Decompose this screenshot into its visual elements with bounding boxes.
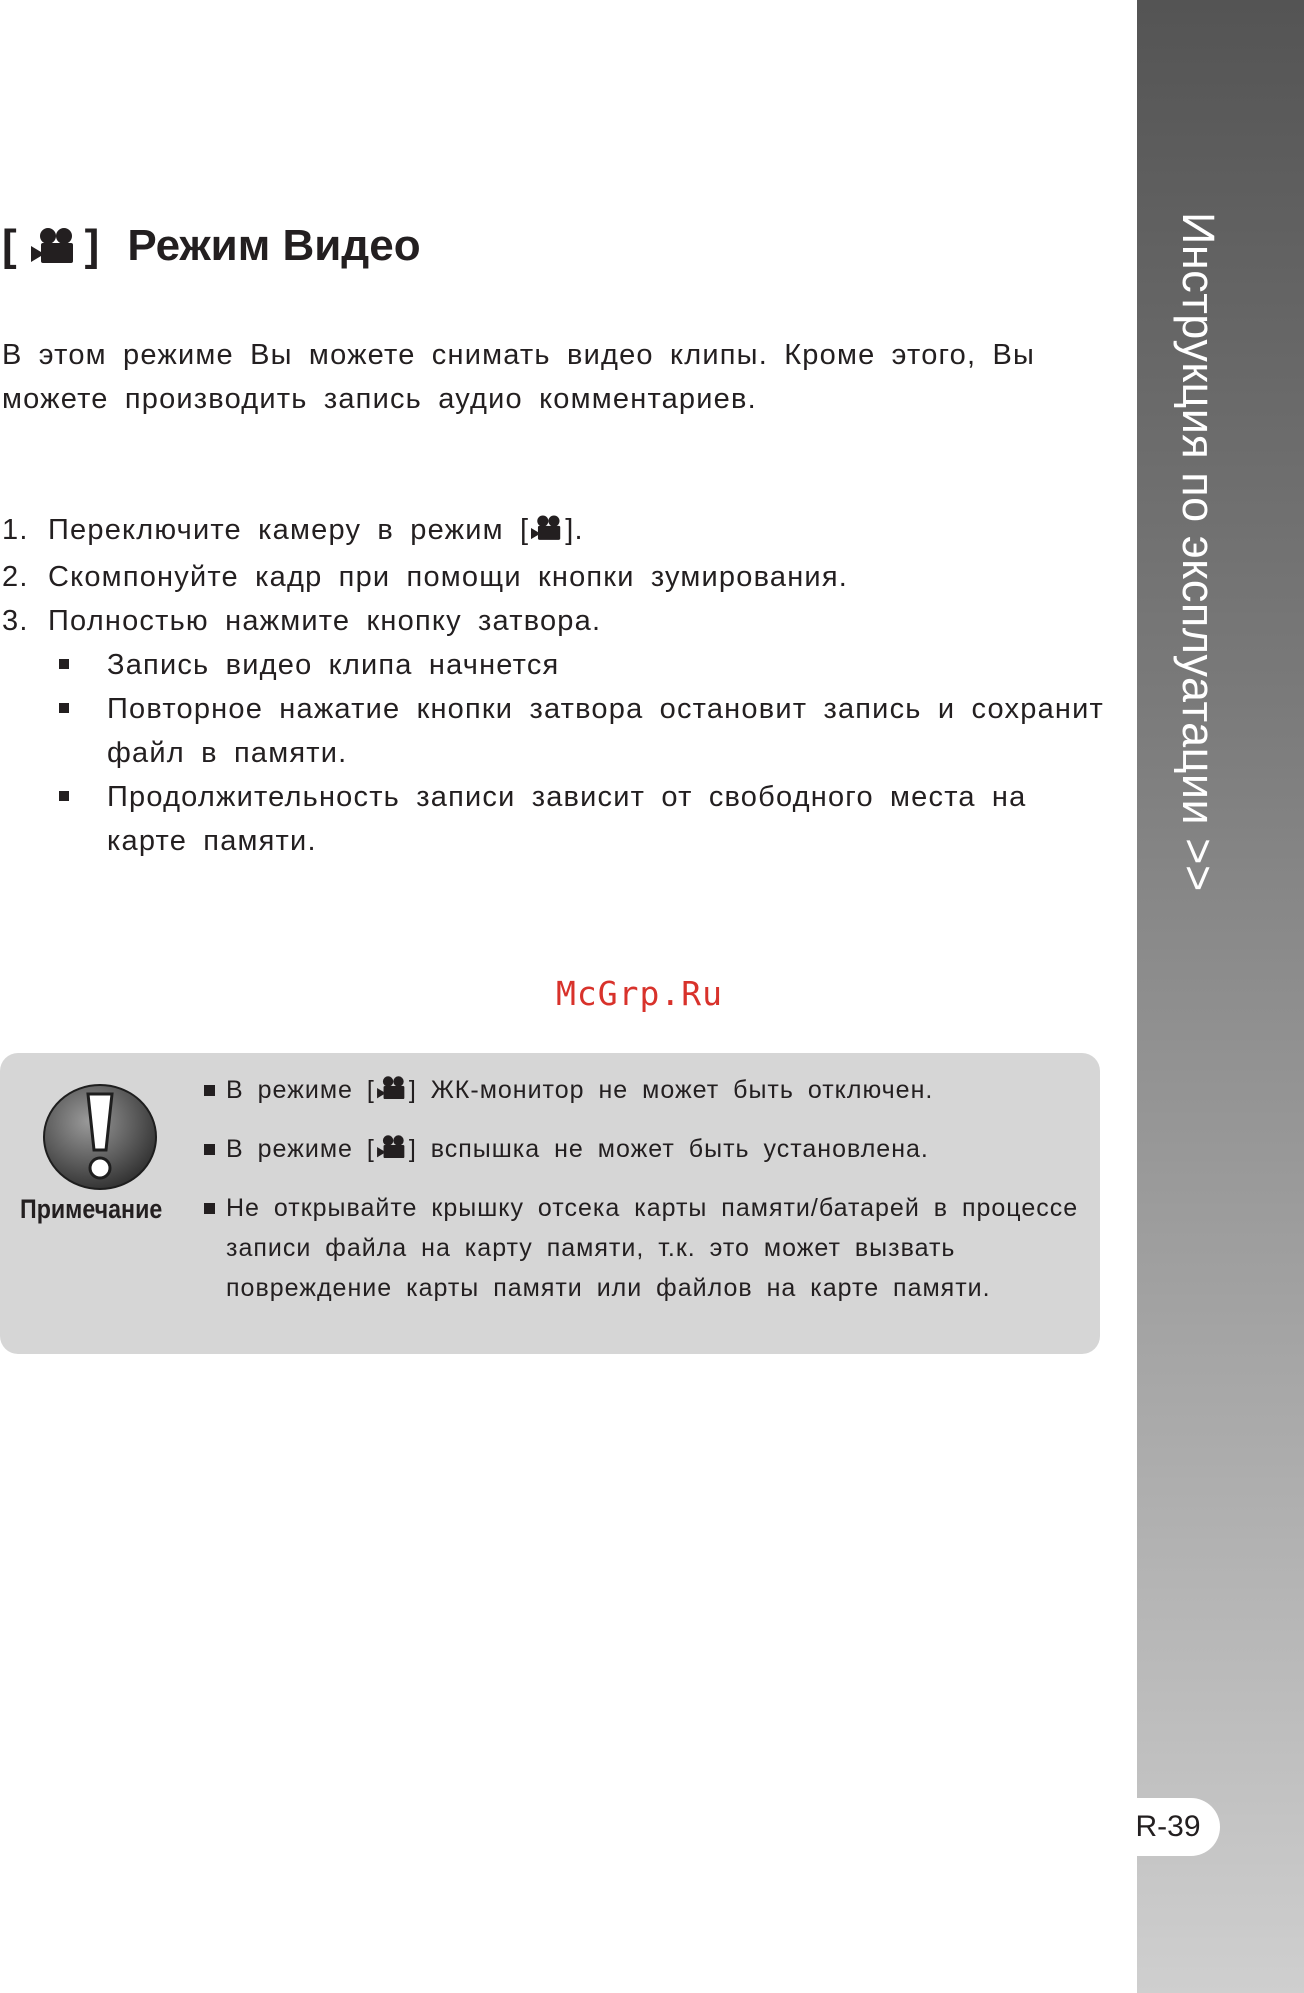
step-text [48, 508, 584, 555]
step-text: Полностью нажмите кнопку затвора. [48, 605, 602, 637]
list-item [57, 687, 1142, 775]
note-item [202, 1070, 1082, 1113]
video-camera-icon [31, 226, 77, 266]
note-text [226, 1129, 1082, 1172]
video-camera-icon [531, 511, 563, 555]
note-text-after: ] вспышка не может быть установлена. [408, 1135, 929, 1163]
step-item [2, 555, 1142, 599]
intro-paragraph: В этом режиме Вы можете снимать видео клипы. Кроме этого, Вы можете производить запись аудио комментариев. [2, 339, 1036, 415]
note-text-before: В режиме [ [226, 1135, 375, 1163]
bullet-square-icon [57, 687, 107, 775]
list-item [57, 775, 1142, 863]
bullet-square-icon [202, 1188, 226, 1308]
page-number: R-39 [1116, 1798, 1220, 1856]
step-number: 3. [2, 605, 29, 637]
side-tab-title: Инструкция по эксплуатации >> [1173, 212, 1224, 892]
title-bracket-close: ] [84, 221, 100, 270]
title-bracket-open: [ [2, 221, 17, 270]
watermark: McGrp.Ru [556, 974, 723, 1013]
bullet-text: Запись видео клипа начнется [107, 649, 560, 681]
title-text: Режим Видео [127, 221, 421, 270]
note-list [202, 1070, 1082, 1324]
bullet-text: Продолжительность записи зависит от свободного места на карте памяти. [107, 781, 1027, 857]
bullet-square-icon [202, 1070, 226, 1113]
video-camera-icon [377, 1073, 407, 1113]
video-camera-icon [377, 1132, 407, 1172]
step-number: 2. [2, 561, 29, 593]
step-text-after: ]. [565, 514, 584, 546]
bullet-text: Повторное нажатие кнопки затвора остановит запись и сохранит файл в памяти. [107, 693, 1104, 769]
exclamation-icon [40, 1080, 160, 1195]
step-item [2, 599, 1142, 643]
note-text [226, 1070, 1082, 1113]
step-text: Скомпонуйте кадр при помощи кнопки зумирования. [48, 561, 848, 593]
list-item [57, 643, 1142, 687]
bullet-square-icon [202, 1129, 226, 1172]
note-item [202, 1188, 1082, 1308]
note-text-after: ] ЖК-монитор не может быть отключен. [408, 1076, 934, 1104]
note-item [202, 1129, 1082, 1172]
page-title [2, 218, 421, 274]
step-text-before: Переключите камеру в режим [ [48, 514, 530, 546]
step-number: 1. [2, 514, 29, 546]
steps-list [2, 508, 1142, 863]
bullet-square-icon [57, 775, 107, 863]
note-label: Примечание [20, 1194, 163, 1224]
note-text-before: В режиме [ [226, 1076, 375, 1104]
note-text: Не открывайте крышку отсека карты памяти/батарей в процессе записи файла на карту памяти, т.к. это может вызвать повреждение карты памяти или файлов на карте памяти. [226, 1194, 1079, 1302]
bullet-square-icon [57, 643, 107, 687]
step-item [2, 508, 1142, 555]
